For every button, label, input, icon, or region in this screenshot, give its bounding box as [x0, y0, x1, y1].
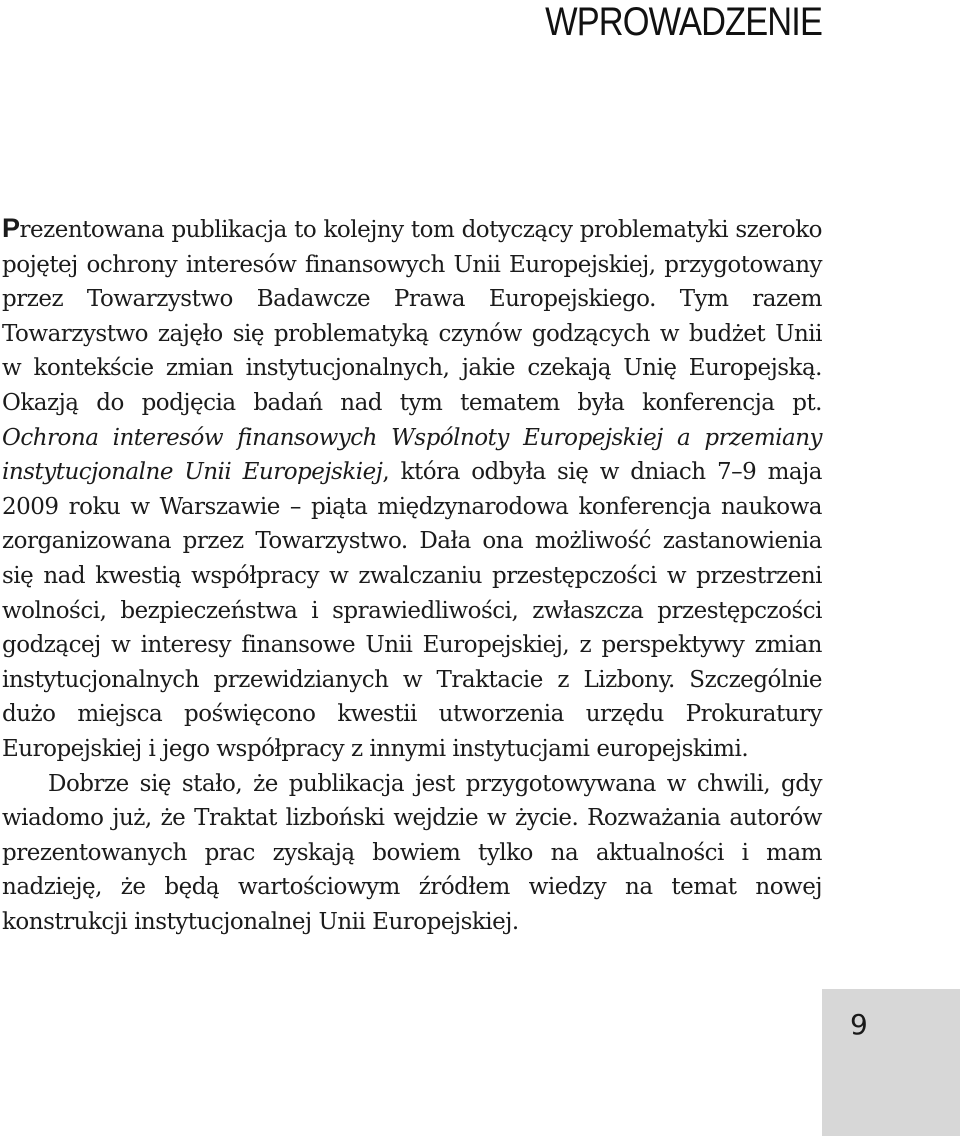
page-number: 9: [850, 1008, 868, 1041]
paragraph-intro-text-end: , która odbyła się w dniach 7–9 maja 2009 roku w Warszawie – piąta międzynarodowa konferencja naukowa zorganizowana przez Towarzystwo. Dała ona możliwość zastanowienia się nad kwestią współpracy w zwalczaniu przestępczości w przestrzeni wolności, bezpieczeństwa i sprawiedliwości, zwłaszcza przestępczości godzącej w interesy finansowe Unii Europejskiej, z perspektywy zmian instytucjonalnych przewidzianych w Traktacie z Lizbony. Szczególnie dużo miejsca poświęcono kwestii utworzenia urzędu Prokuratury Europejskiej i jego współpracy z innymi instytucjami europejskimi.: [2, 459, 822, 762]
paragraph-intro-text-start: rezentowana publikacja to kolejny tom dotyczący problematyki szeroko pojętej ochrony interesów finansowych Unii Europejskiej, przygotowany przez Towarzystwo Badawcze Prawa Europejskiego. Tym razem Towarzystwo zajęło się problematyką czynów godzących w budżet Unii w kontekście zmian instytucjonalnych, jakie czekają Unię Europejską. Okazją do podjęcia badań nad tym tematem była konferencja pt.: [2, 217, 822, 416]
page-title: WPROWADZENIE: [545, 0, 822, 44]
paragraph-closing: Dobrze się stało, że publikacja jest przygotowywana w chwili, gdy wiadomo już, że Traktat lizboński wejdzie w życie. Rozważania autorów prezentowanych prac zyskają bowiem tylko na aktualności i mam nadzieję, że będą wartościowym źródłem wiedzy na temat nowej konstrukcji instytucjonalnej Unii Europejskiej.: [2, 770, 822, 935]
paragraph-intro: [2, 211, 822, 767]
body-text: [2, 211, 822, 939]
page-number-tab: [822, 989, 960, 1136]
conference-title: Ochrona interesów finansowych Wspólnoty Europejskiej a przemiany instytucjonalne Unii Europejskiej: [2, 424, 822, 486]
drop-initial: P: [2, 213, 20, 243]
